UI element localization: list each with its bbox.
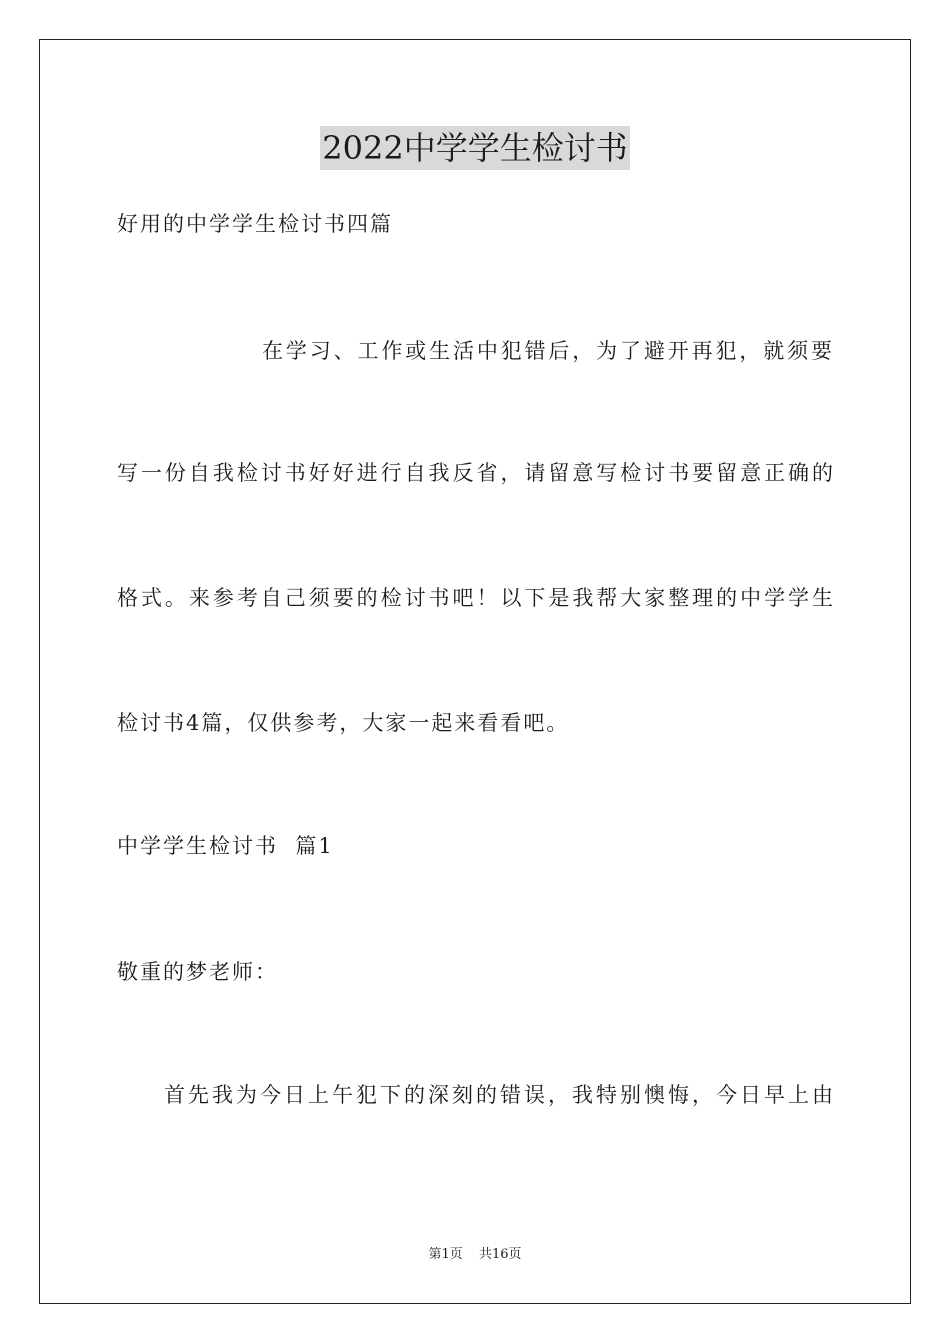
body-line-1: 首先我为今日上午犯下的深刻的错误，我特别懊悔，今日早上由 [164, 1083, 833, 1107]
document-subtitle: 好用的中学学生检讨书四篇 [117, 212, 393, 236]
intro-line-3: 格式。来参考自己须要的检讨书吧！以下是我帮大家整理的中学学生 [117, 586, 833, 610]
title-container [0, 126, 950, 170]
page-total: 共16页 [478, 1247, 522, 1262]
page-footer [0, 1246, 950, 1264]
page-number: 第1页 [428, 1247, 463, 1262]
salutation: 敬重的梦老师： [117, 960, 278, 984]
section-heading: 中学学生检讨书 篇1 [117, 834, 334, 858]
document-title: 2022中学学生检讨书 [320, 126, 629, 170]
intro-line-4: 检讨书4篇，仅供参考，大家一起来看看吧。 [117, 711, 570, 735]
intro-line-1: 在学习、工作或生活中犯错后，为了避开再犯，就须要 [262, 339, 832, 363]
intro-line-2: 写一份自我检讨书好好进行自我反省，请留意写检讨书要留意正确的 [117, 461, 833, 485]
